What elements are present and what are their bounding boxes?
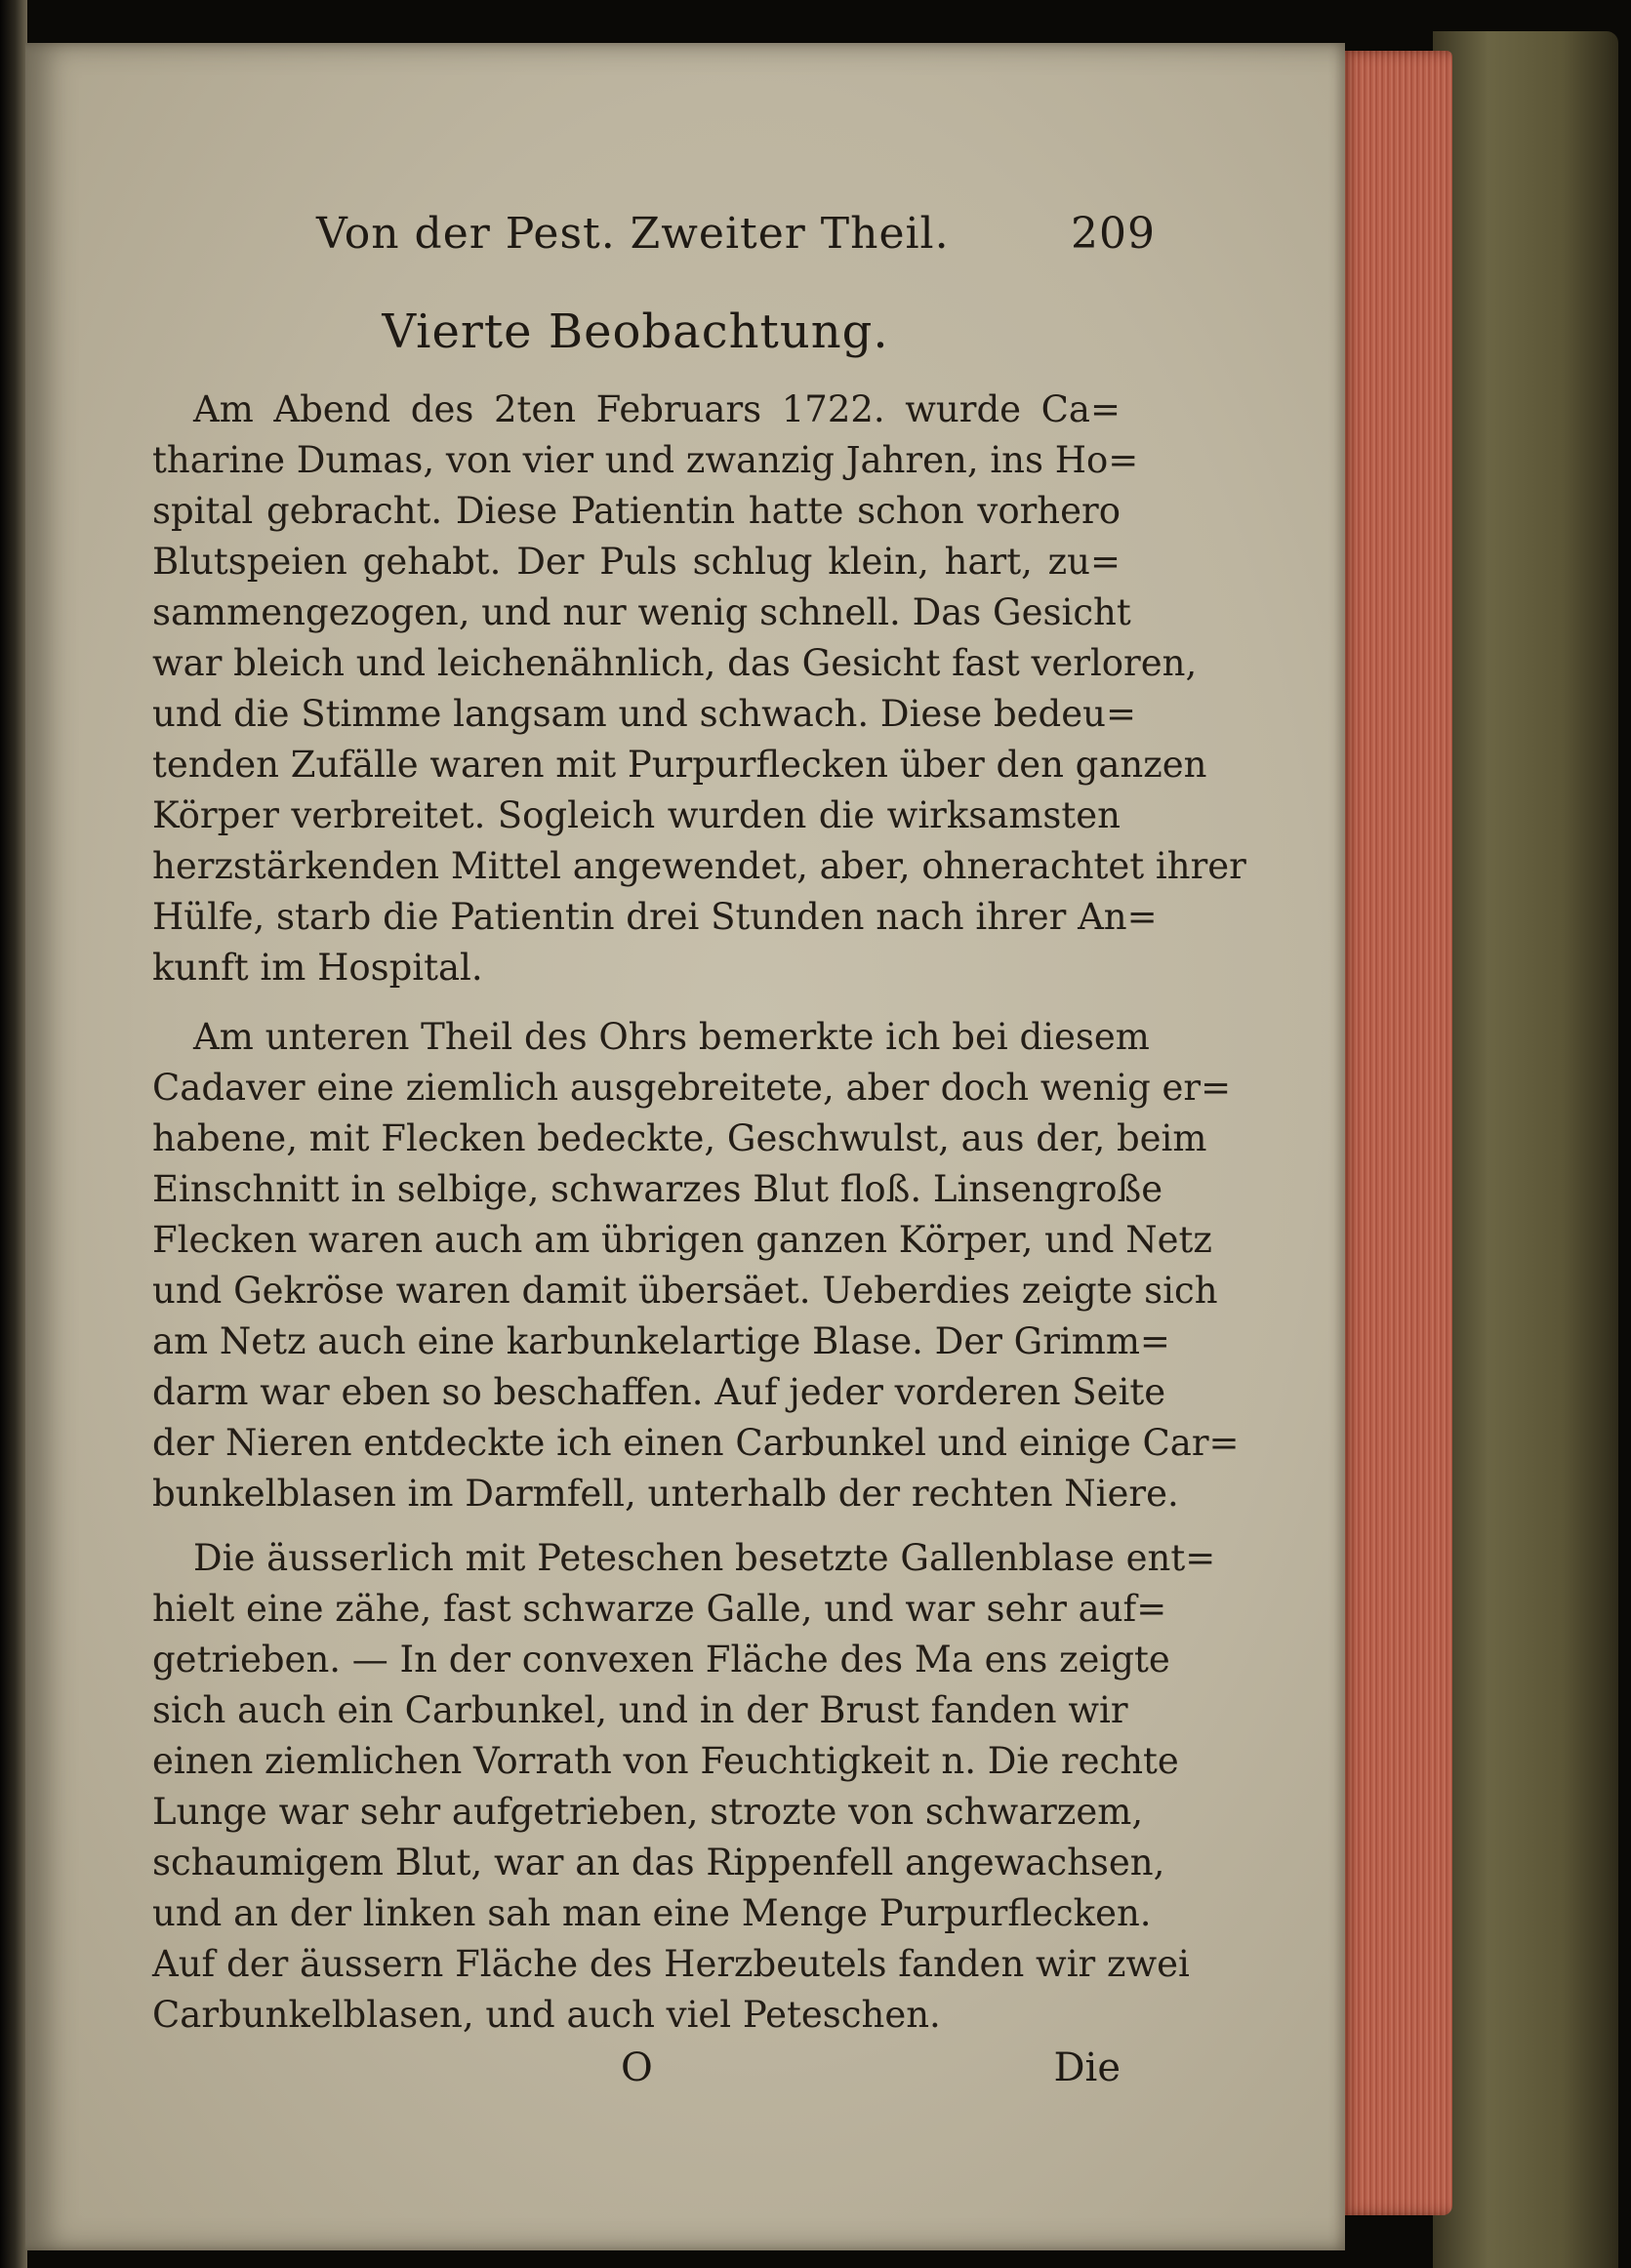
text-line: schaumigem Blut, war an das Rippenfell angewachsen, xyxy=(152,1842,1165,1883)
text-line: darm war eben so beschaffen. Auf jeder vorderen Seite xyxy=(152,1371,1166,1413)
text-line: kunft im Hospital. xyxy=(152,947,483,989)
section-title: Vierte Beobachtung. xyxy=(382,304,889,359)
text-line: und Gekröse waren damit übersäet. Ueberdies zeigte sich xyxy=(152,1270,1218,1312)
paragraph-1 xyxy=(152,385,1246,993)
text-line: spital gebracht. Diese Patientin hatte schon vorhero xyxy=(152,490,1121,532)
text-line: war bleich und leichenähnlich, das Gesicht fast verloren, xyxy=(152,642,1198,684)
text-line: tharine Dumas, von vier und zwanzig Jahren, ins Ho= xyxy=(152,439,1139,481)
book-cover-board xyxy=(1433,31,1618,2268)
text-line: Hülfe, starb die Patientin drei Stunden nach ihrer An= xyxy=(152,896,1158,938)
page-number: 209 xyxy=(1071,209,1156,259)
running-head: Von der Pest. Zweiter Theil. xyxy=(316,209,950,259)
text-line: tenden Zufälle waren mit Purpurflecken über den ganzen xyxy=(152,744,1207,786)
signature-mark: O xyxy=(621,2045,653,2090)
paragraph-3 xyxy=(152,1533,1216,2041)
text-line: Am unteren Theil des Ohrs bemerkte ich bei diesem xyxy=(193,1016,1150,1058)
text-line: Einschnitt in selbige, schwarzes Blut floß. Linsengroße xyxy=(152,1168,1163,1210)
text-line: Auf der äussern Fläche des Herzbeutels fanden wir zwei xyxy=(152,1943,1190,1985)
text-line: der Nieren entdeckte ich einen Carbunkel und einige Car= xyxy=(152,1422,1240,1464)
text-line: am Netz auch eine karbunkelartige Blase. Der Grimm= xyxy=(152,1320,1170,1362)
text-line: sammengezogen, und nur wenig schnell. Das Gesicht xyxy=(152,591,1131,633)
book-page xyxy=(25,43,1345,2250)
text-line: sich auch ein Carbunkel, und in der Brust fanden wir xyxy=(152,1689,1128,1731)
text-line: Cadaver eine ziemlich ausgebreitete, aber doch wenig er= xyxy=(152,1067,1232,1109)
red-page-edges xyxy=(1337,51,1452,2215)
paragraph-2 xyxy=(152,1012,1240,1519)
text-line: Carbunkelblasen, und auch viel Peteschen. xyxy=(152,1994,941,2036)
text-line: einen ziemlichen Vorrath von Feuchtigkeit n. Die rechte xyxy=(152,1740,1179,1782)
text-line: Die äusserlich mit Peteschen besetzte Gallenblase ent= xyxy=(193,1537,1216,1579)
text-line: hielt eine zähe, fast schwarze Galle, und war sehr auf= xyxy=(152,1588,1167,1630)
text-line: herzstärkenden Mittel angewendet, aber, ohnerachtet ihrer xyxy=(152,845,1246,887)
text-line: und die Stimme langsam und schwach. Diese bedeu= xyxy=(152,693,1136,735)
left-page-edge xyxy=(0,0,27,2268)
text-line: Lunge war sehr aufgetrieben, strozte von schwarzem, xyxy=(152,1791,1144,1833)
text-line: Flecken waren auch am übrigen ganzen Körper, und Netz xyxy=(152,1219,1212,1261)
text-line: getrieben. — In der convexen Fläche des Ma ens zeigte xyxy=(152,1639,1170,1681)
text-line: Blutspeien gehabt. Der Puls schlug klein, hart, zu= xyxy=(152,541,1121,583)
catchword: Die xyxy=(1053,2045,1121,2090)
text-line: habene, mit Flecken bedeckte, Geschwulst, aus der, beim xyxy=(152,1117,1207,1159)
text-line: bunkelblasen im Darmfell, unterhalb der rechten Niere. xyxy=(152,1473,1179,1515)
text-line: Am Abend des 2ten Februars 1722. wurde Ca= xyxy=(193,388,1121,430)
text-line: Körper verbreitet. Sogleich wurden die wirksamsten xyxy=(152,794,1121,836)
page-header xyxy=(316,209,1156,277)
page-footer xyxy=(152,2045,1121,2104)
text-line: und an der linken sah man eine Menge Purpurflecken. xyxy=(152,1892,1152,1934)
